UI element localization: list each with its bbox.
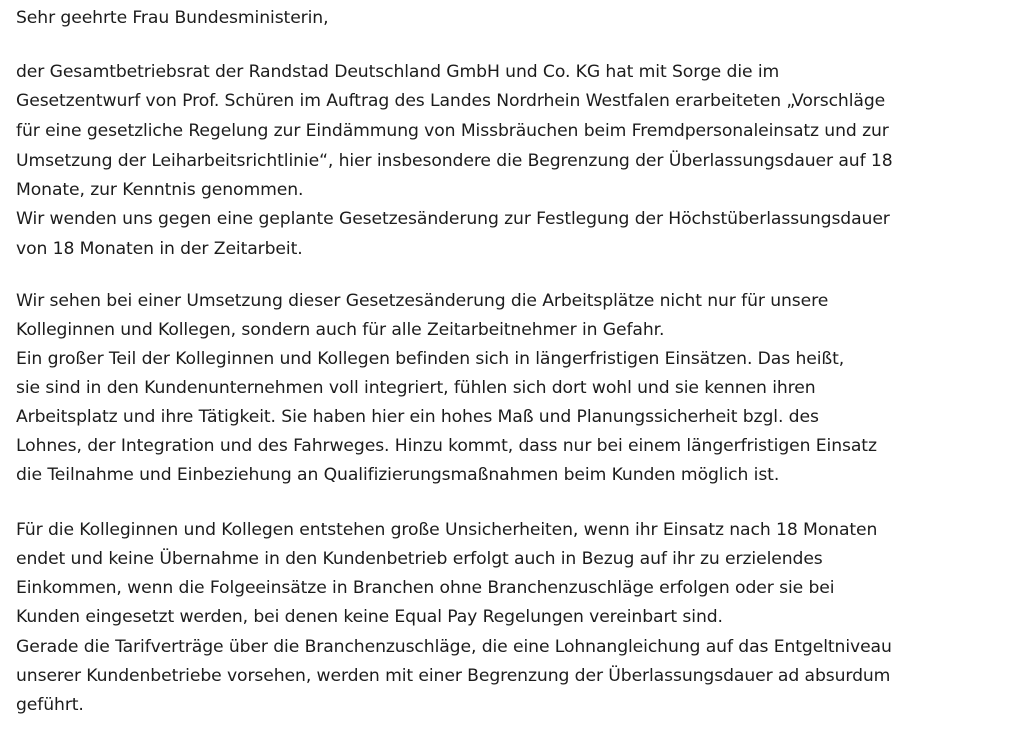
text-line: endet und keine Übernahme in den Kundenbetrieb erfolgt auch in Bezug auf ihr zu erzielendes bbox=[16, 549, 823, 569]
text-line: unserer Kundenbetriebe vorsehen, werden mit einer Begrenzung der Überlassungsdauer ad absurdum bbox=[16, 666, 891, 686]
text-line: Für die Kolleginnen und Kollegen entstehen große Unsicherheiten, wenn ihr Einsatz nach 18 Monaten bbox=[16, 520, 878, 540]
text-line: Kolleginnen und Kollegen, sondern auch für alle Zeitarbeitnehmer in Gefahr. bbox=[16, 320, 665, 340]
text-line: geführt. bbox=[16, 695, 84, 715]
text-line: Kunden eingesetzt werden, bei denen keine Equal Pay Regelungen vereinbart sind. bbox=[16, 607, 723, 627]
text-line: Wir sehen bei einer Umsetzung dieser Gesetzesänderung die Arbeitsplätze nicht nur für unsere bbox=[16, 291, 829, 311]
text-line: Einkommen, wenn die Folgeeinsätze in Branchen ohne Branchenzuschläge erfolgen oder sie bei bbox=[16, 578, 835, 598]
text-line: Gerade die Tarifverträge über die Branchenzuschläge, die eine Lohnangleichung auf das Entgeltniveau bbox=[16, 637, 892, 657]
text-line: Gesetzentwurf von Prof. Schüren im Auftrag des Landes Nordrhein Westfalen erarbeiteten „Vorschläge bbox=[16, 91, 886, 111]
text-line: von 18 Monaten in der Zeitarbeit. bbox=[16, 239, 303, 259]
salutation: Sehr geehrte Frau Bundesministerin, bbox=[16, 8, 329, 28]
text-line: Lohnes, der Integration und des Fahrweges. Hinzu kommt, dass nur bei einem längerfristigen Einsatz bbox=[16, 436, 877, 456]
text-line: Wir wenden uns gegen eine geplante Gesetzesänderung zur Festlegung der Höchstüberlassungsdauer bbox=[16, 209, 890, 229]
text-line: Arbeitsplatz und ihre Tätigkeit. Sie haben hier ein hohes Maß und Planungssicherheit bzgl. des bbox=[16, 407, 819, 427]
text-line: sie sind in den Kundenunternehmen voll integriert, fühlen sich dort wohl und sie kennen ihren bbox=[16, 378, 816, 398]
text-line: die Teilnahme und Einbeziehung an Qualifizierungsmaßnahmen beim Kunden möglich ist. bbox=[16, 465, 780, 485]
text-line: der Gesamtbetriebsrat der Randstad Deutschland GmbH und Co. KG hat mit Sorge die im bbox=[16, 62, 780, 82]
text-line: für eine gesetzliche Regelung zur Eindämmung von Missbräuchen beim Fremdpersonaleinsatz und zur bbox=[16, 121, 889, 141]
text-line: Monate, zur Kenntnis genommen. bbox=[16, 180, 304, 200]
text-line: Umsetzung der Leiharbeitsrichtlinie“, hier insbesondere die Begrenzung der Überlassungsdauer auf 18 bbox=[16, 151, 893, 171]
text-line: Ein großer Teil der Kolleginnen und Kollegen befinden sich in längerfristigen Einsätzen. Das heißt, bbox=[16, 349, 845, 369]
